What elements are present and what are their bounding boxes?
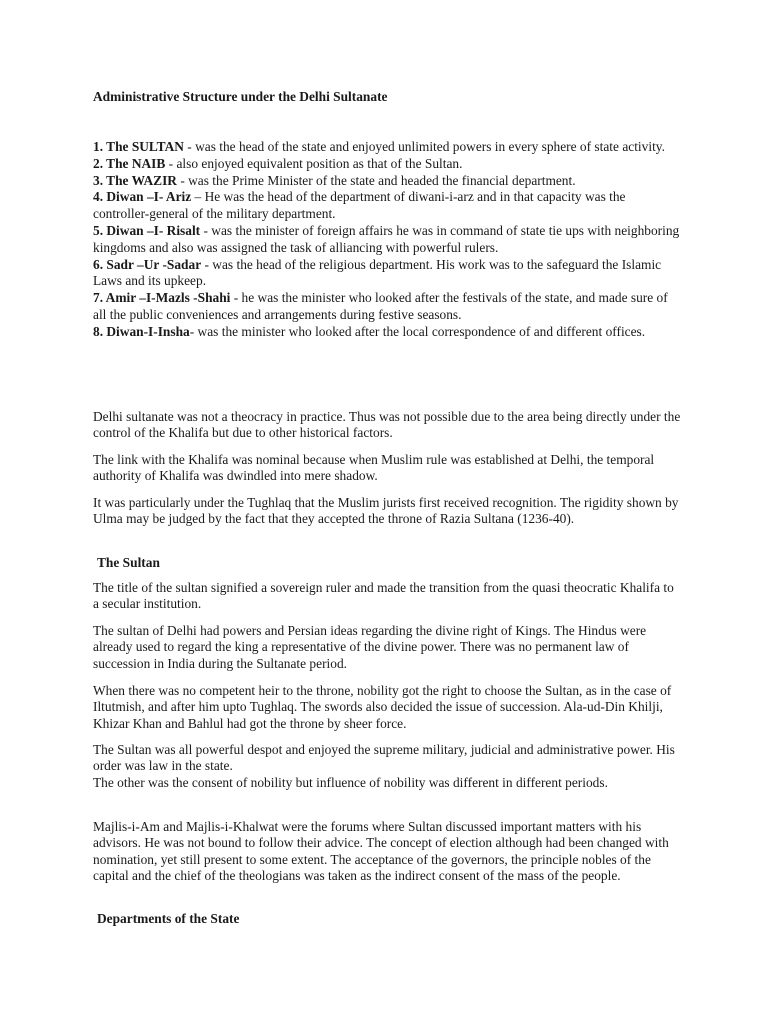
officer-term: 6. Sadr –Ur -Sadar (93, 256, 202, 272)
officer-term: 1. The SULTAN (93, 139, 184, 154)
document-title: Administrative Structure under the Delhi Sultanate (93, 89, 388, 104)
officers-list (93, 139, 681, 341)
body-paragraph: The title of the sultan signified a sovereign ruler and made the transition from the quasi theocratic Khalifa to a secular institution. (93, 580, 674, 612)
officer-description: - was the head of the state and enjoyed unlimited powers in every sphere of state activity. (183, 139, 665, 154)
officer-description: – He was the head of the department of diwani-i-arz and in that capacity was the controller-general of the military department. (93, 189, 626, 222)
body-paragraph: Majlis-i-Am and Majlis-i-Khalwat were the forums where Sultan discussed important matters with his advisors. He was not bound to follow their advice. The concept of election although had been changed with nomination, yet still present to some extent. The acceptance of the governors, the principle nobles of the capital and the chief of the theologians was taken as the indirect consent of the mass of the people. (93, 819, 669, 884)
officer-term: 5. Diwan –I- Risalt (93, 222, 201, 238)
intro-paragraph: Delhi sultanate was not a theocracy in practice. Thus was not possible due to the area being directly under the control of the Khalifa but due to other historical factors. (93, 409, 681, 441)
officer-description: - he was the minister who looked after the festivals of the state, and made sure of all the public conveniences and arrangements during festive seasons. (93, 290, 668, 322)
list-item (93, 139, 681, 156)
list-item (93, 156, 681, 173)
officer-description: - was the Prime Minister of the state and headed the financial department. (176, 172, 576, 188)
intro-paragraph: The link with the Khalifa was nominal because when Muslim rule was established at Delhi, the temporal authority of Khalifa was dwindled into mere shadow. (93, 452, 655, 484)
officer-term: 8. Diwan-I-Insha (93, 323, 190, 339)
officer-description: - also enjoyed equivalent position as that of the Sultan. (165, 155, 463, 171)
body-paragraph: The other was the consent of nobility but influence of nobility was different in different periods. (93, 775, 608, 790)
section-heading-sultan: The Sultan (97, 555, 160, 570)
officer-term: 4. Diwan –I- Ariz (93, 189, 192, 205)
list-item (93, 324, 681, 341)
officer-term: 7. Amir –I-Mazls -Shahi (93, 290, 231, 306)
list-item (93, 257, 681, 291)
officer-description: - was the minister who looked after the local correspondence of and different offices. (189, 323, 646, 339)
body-paragraph: The Sultan was all powerful despot and enjoyed the supreme military, judicial and administrative power. His order was law in the state. (93, 742, 675, 774)
officer-term: 3. The WAZIR (93, 172, 177, 188)
body-paragraph: When there was no competent heir to the throne, nobility got the right to choose the Sultan, as in the case of Iltutmish, and after him upto Tughlaq. The swords also decided the issue of succession. Ala-ud-Din Khilji, Khizar Khan and Bahlul had got the throne by sheer force. (93, 683, 672, 731)
list-item (93, 223, 681, 257)
officer-description: - was the head of the religious department. His work was to the safeguard the Islamic Laws and its upkeep. (93, 256, 662, 289)
officer-description: - was the minister of foreign affairs he was in command of state tie ups with neighboring kingdoms and also was assigned the task of alliancing with powerful rulers. (93, 222, 680, 255)
officer-term: 2. The NAIB (93, 155, 166, 171)
intro-paragraph: It was particularly under the Tughlaq that the Muslim jurists first received recognition. The rigidity shown by Ulma may be judged by the fact that they accepted the throne of Razia Sultana (1236-40). (93, 495, 679, 527)
list-item (93, 173, 681, 190)
body-paragraph: The sultan of Delhi had powers and Persian ideas regarding the divine right of Kings. The Hindus were already used to regard the king a representative of the divine power. There was no permanent law of succession in India during the Sultanate period. (93, 623, 647, 671)
list-item (93, 189, 681, 223)
section-heading-departments: Departments of the State (97, 911, 240, 926)
list-item (93, 290, 681, 324)
